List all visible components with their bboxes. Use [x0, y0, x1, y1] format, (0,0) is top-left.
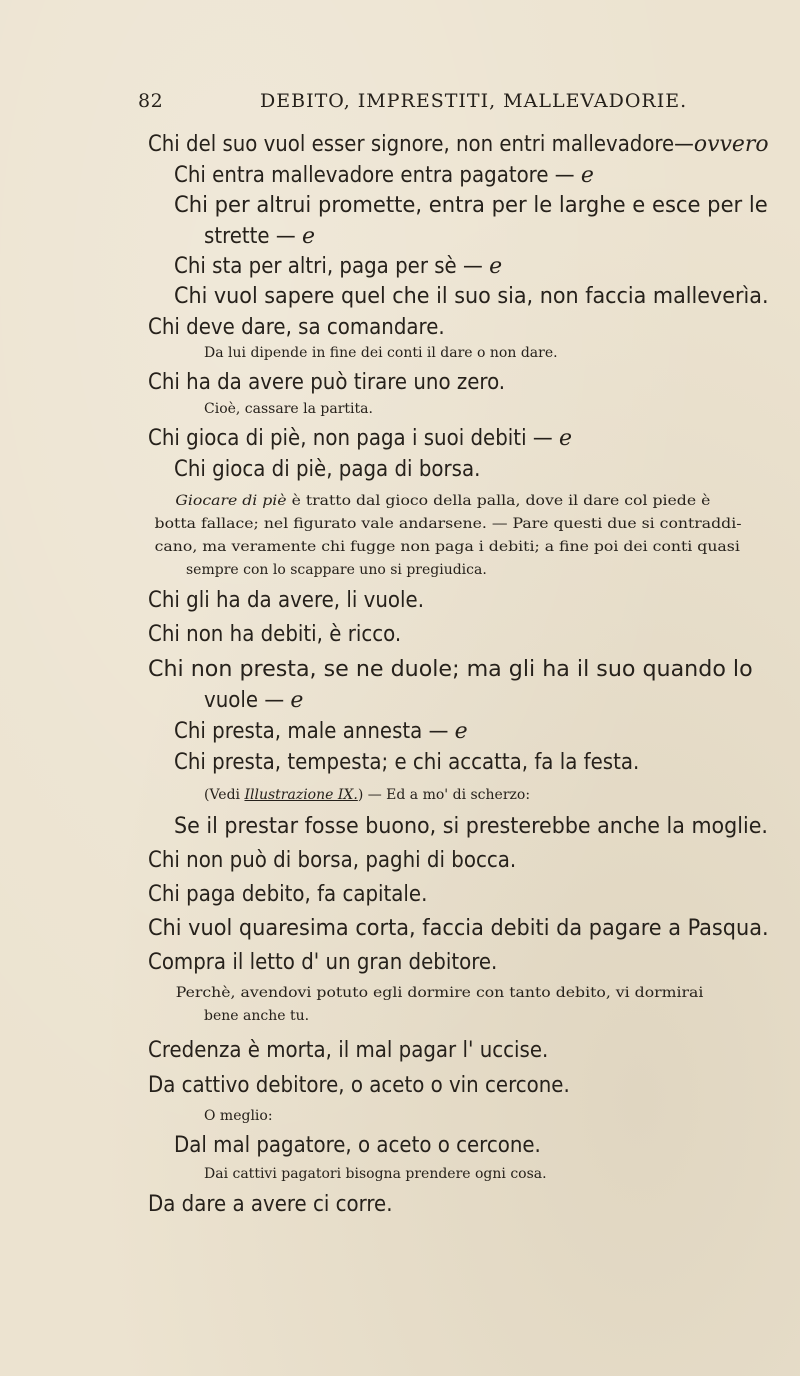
- proverb-line: Chi non può di borsa, paghi di bocca.: [148, 848, 517, 873]
- proverb-line: Chi gli ha da avere, li vuole.: [148, 588, 424, 613]
- commentary-note: cano, ma veramente chi fugge non paga i debiti; a fine poi dei conti quasi: [154, 539, 740, 555]
- proverb-line: Se il prestar fosse buono, si presterebbe anche la moglie.: [174, 814, 768, 839]
- proverb-line: Chi gioca di piè, paga di borsa.: [174, 457, 481, 482]
- commentary-note: Cioè, cassare la partita.: [204, 401, 373, 417]
- commentary-note: Da lui dipende in fine dei conti il dare o non dare.: [204, 345, 558, 361]
- proverb-line: Chi deve dare, sa comandare.: [148, 315, 445, 340]
- proverb-line: Chi gioca di piè, non paga i suoi debiti — e: [148, 426, 572, 451]
- proverb-line: Chi non ha debiti, è ricco.: [148, 622, 402, 647]
- proverb-line: Da cattivo debitore, o aceto o vin cercone.: [148, 1073, 570, 1098]
- commentary-note: bene anche tu.: [204, 1008, 310, 1024]
- running-head: DEBITO, IMPRESTITI, MALLEVADORIE.: [260, 90, 688, 112]
- proverb-line: Chi presta, male annesta — e: [174, 719, 468, 744]
- proverb-line: Chi per altrui promette, entra per le larghe e esce per le: [174, 193, 768, 218]
- commentary-note: Dai cattivi pagatori bisogna prendere ogni cosa.: [204, 1166, 547, 1182]
- proverb-line: Dal mal pagatore, o aceto o cercone.: [174, 1133, 541, 1158]
- proverb-line: Chi vuol quaresima corta, faccia debiti da pagare a Pasqua.: [148, 916, 769, 941]
- proverb-line: Credenza è morta, il mal pagar l' uccise.: [148, 1038, 549, 1063]
- proverb-line: Chi non presta, se ne duole; ma gli ha il suo quando lo: [148, 657, 753, 682]
- proverb-line: Chi vuol sapere quel che il suo sia, non faccia malleverìa.: [174, 284, 769, 309]
- proverb-line: Da dare a avere ci corre.: [148, 1192, 393, 1217]
- page-number: 82: [138, 90, 164, 112]
- proverb-line: Chi presta, tempesta; e chi accatta, fa la festa.: [174, 750, 640, 775]
- proverb-line: Chi paga debito, fa capitale.: [148, 882, 428, 907]
- proverb-line: vuole — e: [204, 688, 304, 713]
- proverb-line: strette — e: [204, 224, 315, 249]
- commentary-note: (Vedi Illustrazione IX.) — Ed a mo' di scherzo:: [204, 787, 531, 803]
- commentary-note: Giocare di piè è tratto dal gioco della palla, dove il dare col piede è: [175, 493, 711, 509]
- proverb-line: Compra il letto d' un gran debitore.: [148, 950, 498, 975]
- proverb-line: Chi sta per altri, paga per sè — e: [174, 254, 503, 279]
- commentary-note: Perchè, avendovi potuto egli dormire con tanto debito, vi dormirai: [175, 985, 704, 1001]
- proverb-line: Chi entra mallevadore entra pagatore — e: [174, 163, 594, 188]
- proverb-line: Chi ha da avere può tirare uno zero.: [148, 370, 506, 395]
- commentary-note: sempre con lo scappare uno si pregiudica.: [186, 562, 487, 578]
- page-header: [138, 90, 698, 120]
- commentary-note: O meglio:: [204, 1108, 273, 1124]
- commentary-note: botta fallace; nel figurato vale andarsene. — Pare questi due si contraddi-: [154, 516, 742, 532]
- proverb-line: Chi del suo vuol esser signore, non entri mallevadore—ovvero: [148, 132, 769, 157]
